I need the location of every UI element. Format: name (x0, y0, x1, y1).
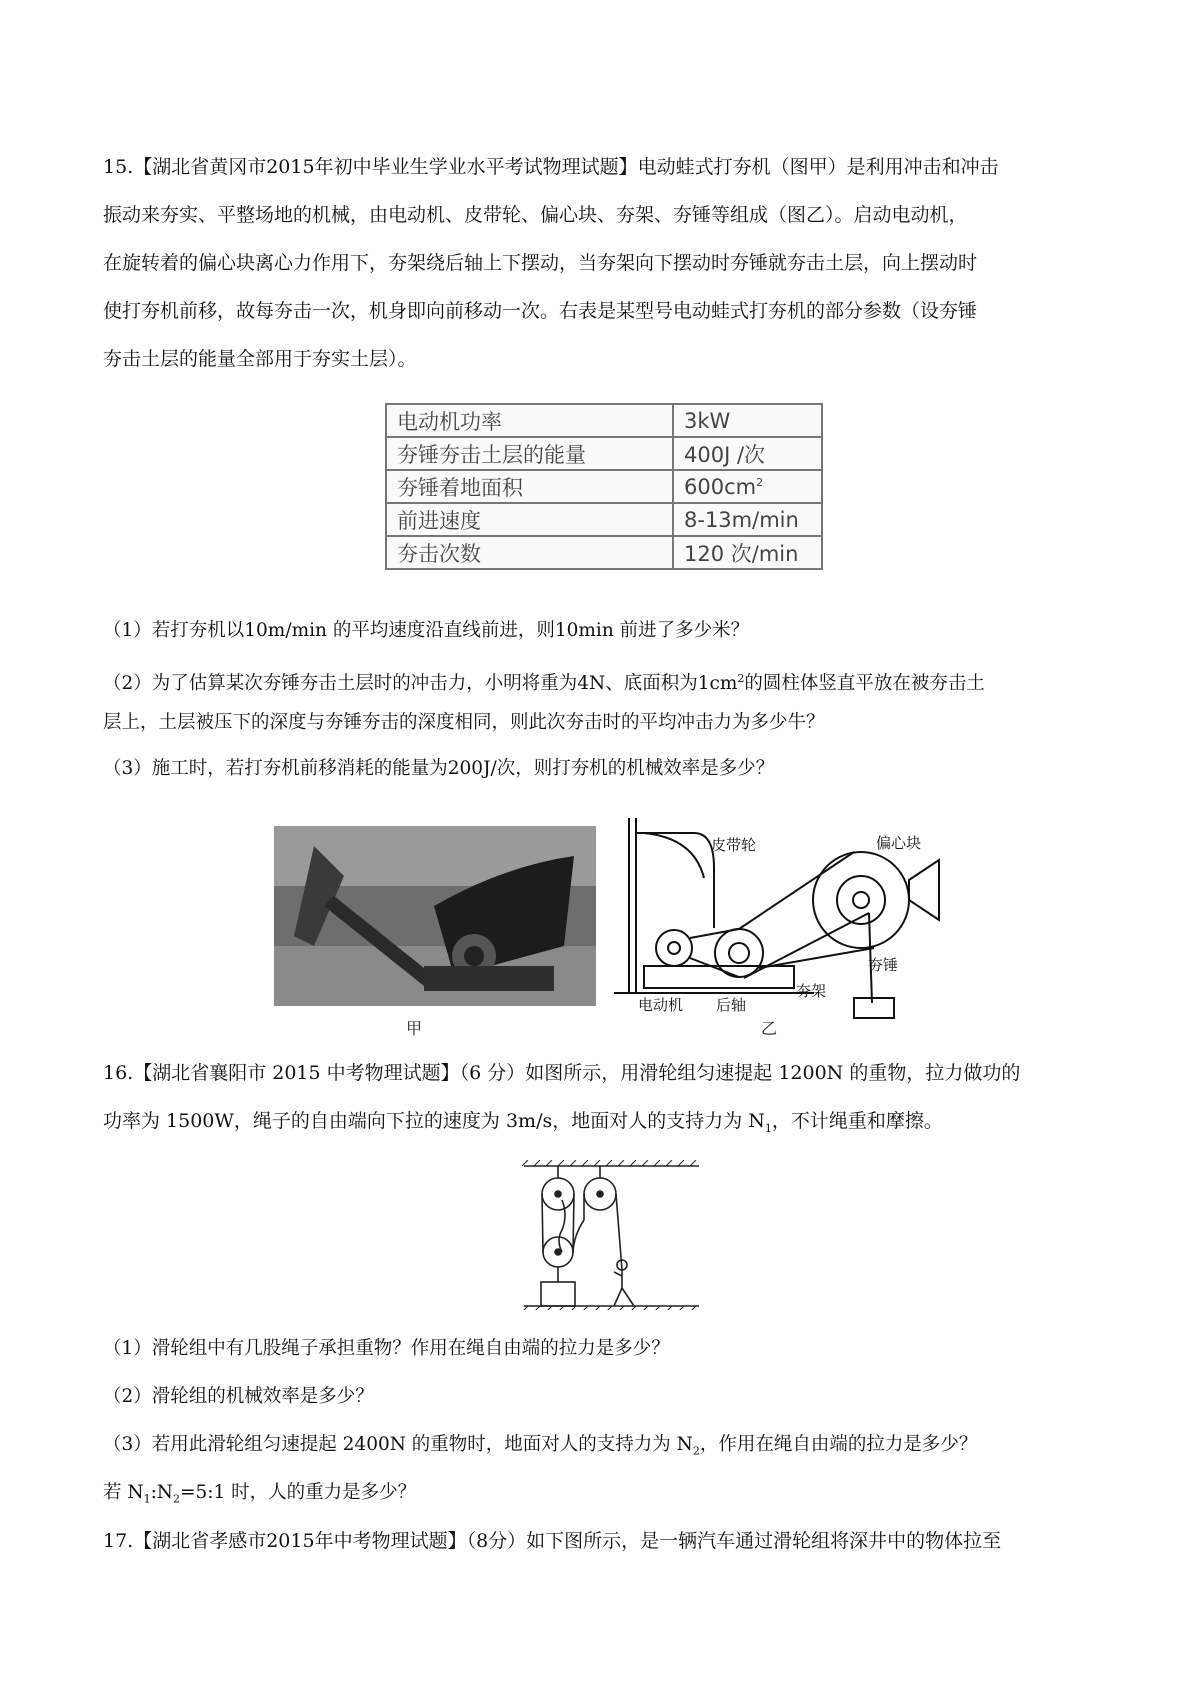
q16-sub-3-text-a: （3）若用此滑轮组匀速提起 2400N 的重物时，地面对人的支持力为 N (103, 1434, 693, 1455)
table-key: 前进速度 (386, 503, 673, 536)
table-value: 120 次/min (673, 536, 822, 569)
table-row (386, 503, 822, 536)
q15-intro-line-2: 振动来夯实、平整场地的机械，由电动机、皮带轮、偏心块、夯架、夯锤等组成（图乙）。启动电动机， (103, 204, 968, 226)
machine-photo (274, 826, 596, 1006)
table-key: 夯锤夯击土层的能量 (386, 437, 673, 470)
q16-sub-1: （1）滑轮组中有几股绳子承担重物？作用在绳自由端的拉力是多少？ (103, 1338, 670, 1359)
q16-sub-4-text-c: =5:1 时，人的重力是多少？ (180, 1482, 417, 1503)
table-value: 400J /次 (673, 437, 822, 470)
q16-n2-subscript: 2 (692, 1444, 700, 1458)
machine-diagram (614, 808, 944, 1020)
q16-sub-3 (103, 1430, 1103, 1467)
caption-jia: 甲 (406, 1019, 423, 1038)
q15-sub-2-sup: 2 (737, 672, 745, 685)
table-key: 电动机功率 (386, 404, 673, 437)
label-eccentric: 偏心块 (876, 834, 922, 852)
q15-sub-2-line-1 (103, 664, 1103, 699)
q16-sub-3-text-b: ，作用在绳自由端的拉力是多少？ (699, 1434, 978, 1455)
q16-line-2-text-a: 功率为 1500W，绳子的自由端向下拉的速度为 3m/s，地面对人的支持力为 N (103, 1110, 765, 1132)
label-pulley: 皮带轮 (711, 836, 757, 854)
q15-sub-2-text-a: （2）为了估算某次夯锤夯击土层时的冲击力，小明将重为4N、底面积为1cm (103, 673, 738, 695)
q16-line-2-text-b: ，不计绳重和摩擦。 (771, 1110, 943, 1132)
q15-sub-2-text-b: 的圆柱体竖直平放在被夯击土 (744, 673, 985, 695)
q16-n1-subscript: 1 (764, 1121, 772, 1135)
table-key: 夯锤着地面积 (386, 470, 673, 503)
q16-line-2 (103, 1106, 1103, 1144)
table-value: 8-13m/min (673, 503, 822, 536)
q16-sub-2: （2）滑轮组的机械效率是多少？ (103, 1386, 374, 1407)
table-row (386, 536, 822, 569)
q17-line-1: 17.【湖北省孝感市2015年中考物理试题】（8分）如下图所示，是一辆汽车通过滑轮组将深井中的物体拉至 (103, 1530, 1002, 1552)
q16-sub-4-text-a: 若 N (103, 1482, 144, 1503)
table-row (386, 470, 822, 503)
table-key: 夯击次数 (386, 536, 673, 569)
q16-line-1: 16.【湖北省襄阳市 2015 中考物理试题】（6 分）如图所示，用滑轮组匀速提起 1200N 的重物，拉力做功的 (103, 1062, 1021, 1084)
q15-intro-line-4: 使打夯机前移，故每夯击一次，机身即向前移动一次。右表是某型号电动蛙式打夯机的部分参数（设夯锤 (103, 300, 978, 322)
label-motor: 电动机 (638, 996, 684, 1014)
q15-sub-3: （3）施工时，若打夯机前移消耗的能量为200J/次，则打夯机的机械效率是多少？ (103, 758, 775, 779)
q15-intro-line-5: 夯击土层的能量全部用于夯实土层）。 (103, 348, 417, 370)
label-axle: 后轴 (716, 996, 747, 1014)
table-row (386, 404, 822, 437)
q16-sub-4-sub-2: 2 (173, 1492, 180, 1506)
table-value (673, 470, 822, 503)
q16-sub-4 (103, 1478, 1103, 1515)
table-value: 3kW (673, 404, 822, 437)
parameter-table (385, 403, 823, 570)
q15-sub-1: （1）若打夯机以10m/min 的平均速度沿直线前进，则10min 前进了多少米？ (103, 620, 750, 641)
q15-intro-line-3: 在旋转着的偏心块离心力作用下，夯架绕后轴上下摆动，当夯架向下摆动时夯锤就夯击土层，向上摆动时 (103, 252, 978, 274)
pulley-diagram (514, 1160, 704, 1310)
q15-intro-line-1: 15.【湖北省黄冈市2015年初中毕业生学业水平考试物理试题】电动蛙式打夯机（图甲）是利用冲击和冲击 (103, 156, 999, 178)
caption-yi: 乙 (761, 1019, 778, 1038)
q16-sub-4-text-b: :N (150, 1482, 173, 1503)
table-row (386, 437, 822, 470)
q15-sub-2-line-2: 层上，土层被压下的深度与夯锤夯击的深度相同，则此次夯击时的平均冲击力为多少牛？ (103, 712, 825, 733)
area-superscript: 2 (756, 475, 764, 489)
q16-sub-4-sub-1: 1 (143, 1492, 151, 1506)
label-hammer: 夯锤 (868, 956, 899, 974)
area-value: 600cm (684, 474, 757, 499)
label-frame: 夯架 (796, 982, 827, 1000)
